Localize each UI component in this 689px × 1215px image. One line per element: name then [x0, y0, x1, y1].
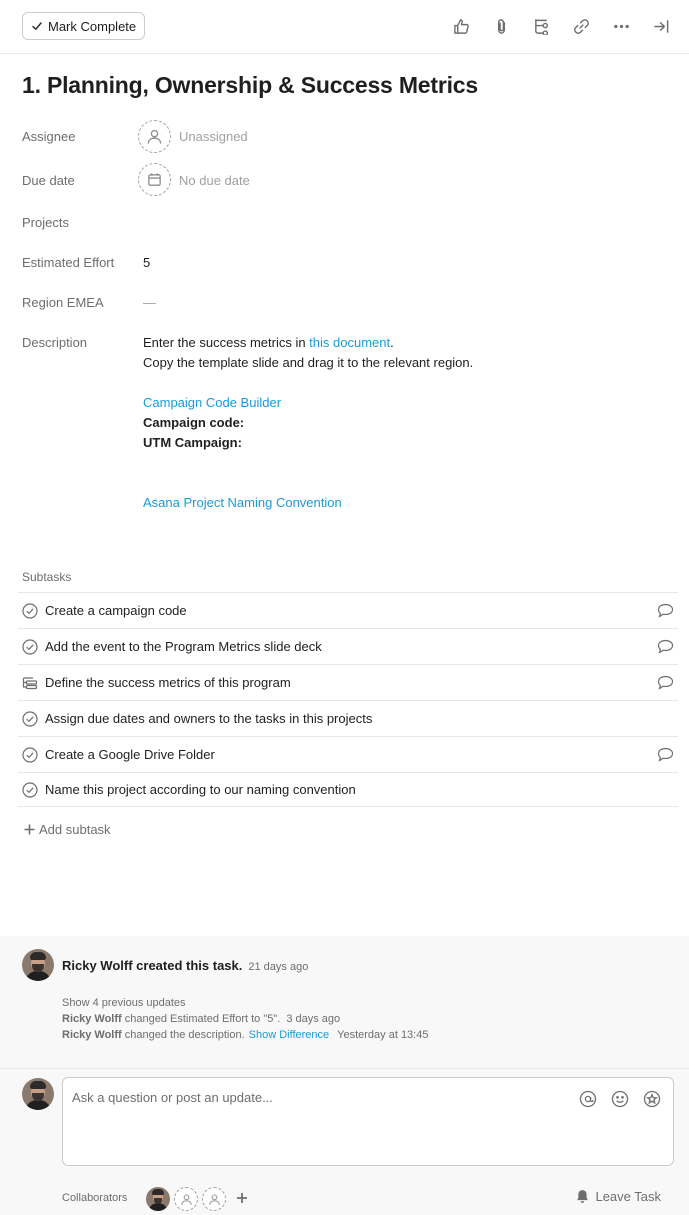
check-circle-icon[interactable] [22, 603, 38, 619]
subtask-row[interactable] [18, 628, 678, 664]
update-user[interactable]: Ricky Wolff [62, 1013, 122, 1025]
this-document-link[interactable]: this document [309, 335, 391, 350]
due-date-label: Due date [22, 173, 75, 188]
subtask-row[interactable] [18, 736, 678, 772]
show-previous-updates-link[interactable]: Show 4 previous updates [62, 997, 186, 1009]
projects-label: Projects [22, 215, 69, 230]
mark-complete-label: Mark Complete [48, 18, 137, 34]
subtask-list [18, 592, 678, 807]
check-circle-icon[interactable] [22, 639, 38, 655]
subtask-name[interactable]: Assign due dates and owners to the tasks in this projects [45, 711, 373, 726]
assignee-label: Assignee [22, 129, 76, 144]
task-created-story [62, 958, 308, 973]
campaign-code-label: Campaign code: [143, 415, 245, 430]
add-collaborator-icon[interactable] [236, 1191, 252, 1207]
like-icon[interactable] [449, 14, 473, 38]
link-icon[interactable] [569, 14, 593, 38]
comment-icon[interactable] [657, 639, 674, 654]
more-icon[interactable] [609, 14, 633, 38]
comment-tools [579, 1090, 661, 1108]
subtask-row[interactable] [18, 772, 678, 807]
comment-icon[interactable] [657, 747, 674, 762]
divider [0, 1068, 689, 1069]
subtask-name[interactable]: Create a Google Drive Folder [45, 747, 215, 762]
description-label: Description [22, 335, 88, 350]
comment-icon[interactable] [657, 603, 674, 618]
update-story [62, 1029, 428, 1041]
comment-input[interactable] [62, 1077, 674, 1166]
update-timestamp: 3 days ago [286, 1013, 341, 1025]
task-title[interactable]: 1. Planning, Ownership & Success Metrics [22, 72, 478, 98]
creator-text: Ricky Wolff created this task. [62, 958, 243, 973]
plus-icon [24, 824, 35, 835]
description-line-1 [143, 335, 394, 350]
leave-task-button[interactable] [575, 1189, 661, 1204]
subtask-name[interactable]: Define the success metrics of this program [45, 675, 291, 690]
subtask-name[interactable]: Add the event to the Program Metrics slide deck [45, 639, 322, 654]
assignee-avatar-icon[interactable] [138, 120, 171, 153]
activity-feed [0, 936, 689, 1215]
subtask-row[interactable] [18, 664, 678, 700]
check-circle-icon[interactable] [22, 782, 38, 798]
description-line-2: Copy the template slide and drag it to the relevant region. [143, 355, 474, 370]
region-emea-label: Region EMEA [22, 295, 104, 310]
subtask-row[interactable] [18, 700, 678, 736]
calendar-icon[interactable] [138, 163, 171, 196]
subtask-name[interactable]: Create a campaign code [45, 603, 187, 618]
creator-timestamp: 21 days ago [248, 961, 309, 973]
checkmark-icon [31, 20, 43, 32]
leave-task-label: Leave Task [595, 1189, 661, 1204]
update-timestamp: Yesterday at 13:45 [337, 1029, 429, 1041]
add-subtask-button[interactable] [24, 822, 111, 837]
mark-complete-button[interactable] [22, 12, 145, 40]
attachment-icon[interactable] [489, 14, 513, 38]
avatar[interactable] [146, 1187, 170, 1211]
check-circle-icon[interactable] [22, 747, 38, 763]
campaign-code-builder-link[interactable]: Campaign Code Builder [143, 395, 282, 410]
region-emea-value[interactable]: — [143, 295, 156, 310]
estimated-effort-value[interactable]: 5 [143, 255, 151, 270]
toolbar-actions [449, 14, 673, 38]
comment-placeholder: Ask a question or post an update... [72, 1090, 273, 1105]
avatar[interactable] [22, 949, 54, 981]
assignee-value[interactable]: Unassigned [179, 129, 248, 144]
subtask-tree-icon[interactable] [22, 675, 38, 691]
bell-icon [575, 1189, 590, 1204]
star-icon[interactable] [643, 1090, 661, 1108]
description-text: . [390, 335, 394, 350]
task-toolbar [0, 0, 689, 54]
show-difference-link[interactable]: Show Difference [248, 1029, 330, 1041]
check-circle-icon[interactable] [22, 711, 38, 727]
description-text: Enter the success metrics in [143, 335, 310, 350]
subtask-icon[interactable] [529, 14, 553, 38]
avatar [22, 1078, 54, 1110]
add-subtask-label: Add subtask [39, 822, 111, 837]
subtask-row[interactable] [18, 592, 678, 628]
utm-campaign-label: UTM Campaign: [143, 435, 242, 450]
collaborators-list [146, 1187, 252, 1211]
update-user[interactable]: Ricky Wolff [62, 1029, 122, 1041]
update-story [62, 1013, 340, 1025]
collaborators-label: Collaborators [62, 1192, 128, 1204]
due-date-value[interactable]: No due date [179, 173, 250, 188]
subtasks-heading: Subtasks [22, 570, 72, 584]
comment-icon[interactable] [657, 675, 674, 690]
estimated-effort-label: Estimated Effort [22, 255, 115, 270]
update-text: changed the description. [121, 1029, 245, 1041]
mention-icon[interactable] [579, 1090, 597, 1108]
emoji-icon[interactable] [611, 1090, 629, 1108]
subtask-name[interactable]: Name this project according to our naming convention [45, 782, 356, 797]
collaborator-placeholder-icon[interactable] [174, 1187, 198, 1211]
update-text: changed Estimated Effort to "5". [121, 1013, 281, 1025]
collaborator-placeholder-icon[interactable] [202, 1187, 226, 1211]
naming-convention-link[interactable]: Asana Project Naming Convention [143, 495, 342, 510]
close-pane-icon[interactable] [649, 14, 673, 38]
